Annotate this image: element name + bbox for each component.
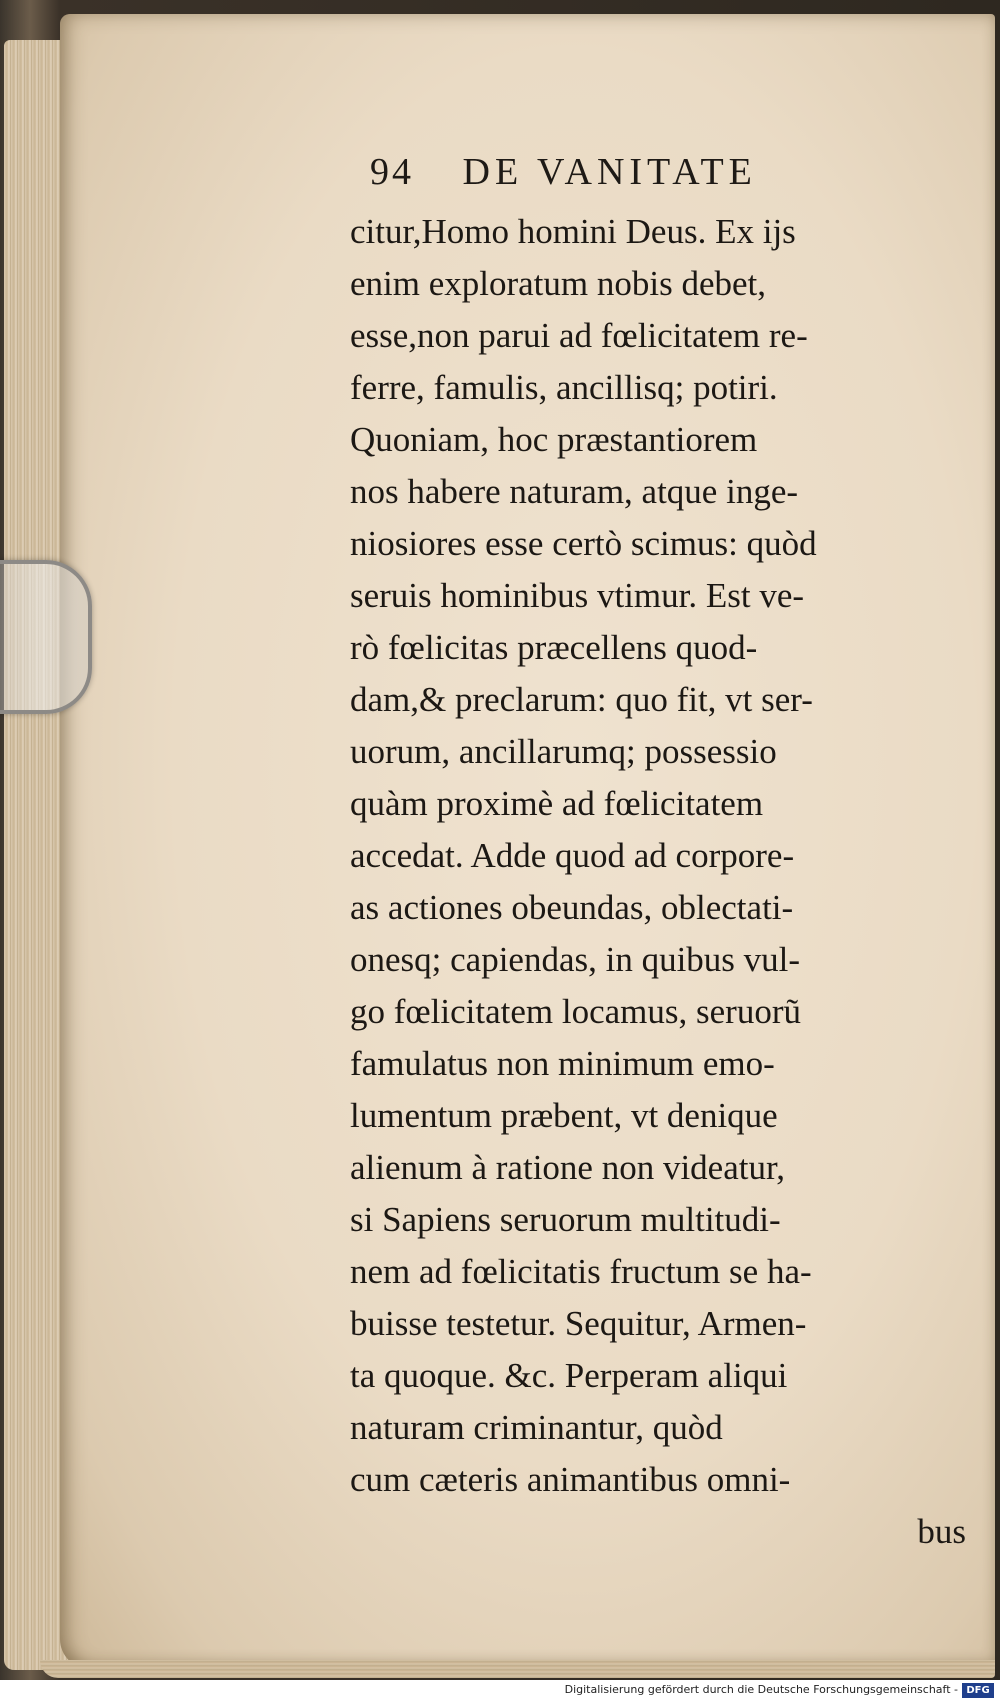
text-line: nos habere naturam, atque inge- bbox=[350, 472, 799, 511]
text-line: rò fœlicitas præcellens quod- bbox=[350, 628, 758, 667]
text-line: dam,& preclarum: quo fit, vt ser- bbox=[350, 680, 813, 719]
text-line: naturam criminantur, quòd bbox=[350, 1408, 723, 1447]
dfg-logo: DFG bbox=[962, 1683, 994, 1698]
text-line: buisse testetur. Sequitur, Armen- bbox=[350, 1304, 807, 1343]
page-clasp bbox=[0, 560, 92, 714]
text-line: enim exploratum nobis debet, bbox=[350, 264, 767, 303]
text-line: lumentum præbent, vt denique bbox=[350, 1096, 778, 1135]
text-line: alienum à ratione non videatur, bbox=[350, 1148, 785, 1187]
page-number: 94 bbox=[370, 151, 414, 193]
running-head: DE VANITATE bbox=[462, 151, 757, 193]
text-line: Quoniam, hoc præstantiorem bbox=[350, 420, 758, 459]
text-line: nem ad fœlicitatis fructum se ha- bbox=[350, 1252, 812, 1291]
text-line: go fœlicitatem locamus, seruorũ bbox=[350, 992, 801, 1031]
text-line: cum cæteris animantibus omni- bbox=[350, 1460, 791, 1499]
page-bottom-edge bbox=[40, 1660, 995, 1678]
text-line: famulatus non minimum emo- bbox=[350, 1044, 775, 1083]
text-line: onesq; capiendas, in quibus vul- bbox=[350, 940, 801, 979]
text-line: ferre, famulis, ancillisq; potiri. bbox=[350, 368, 778, 407]
text-line: citur,Homo homini Deus. Ex ijs bbox=[350, 212, 796, 251]
footer-bar bbox=[0, 1680, 1000, 1701]
text-line: quàm proximè ad fœlicitatem bbox=[350, 784, 764, 823]
text-line: accedat. Adde quod ad corpore- bbox=[350, 836, 795, 875]
text-line: seruis hominibus vtimur. Est ve- bbox=[350, 576, 805, 615]
text-line: esse,non parui ad fœlicitatem re- bbox=[350, 316, 808, 355]
text-line: uorum, ancillarumq; possessio bbox=[350, 732, 777, 771]
text-line: si Sapiens seruorum multitudi- bbox=[350, 1200, 781, 1239]
digitization-credit: Digitalisierung gefördert durch die Deutsche Forschungsgemeinschaft - bbox=[564, 1683, 958, 1696]
text-line: as actiones obeundas, oblectati- bbox=[350, 888, 794, 927]
text-line: niosiores esse certò scimus: quòd bbox=[350, 524, 817, 563]
catchword: bus bbox=[917, 1512, 966, 1551]
text-line: ta quoque. &c. Perperam aliqui bbox=[350, 1356, 788, 1395]
page-header bbox=[370, 150, 757, 200]
text-block bbox=[350, 206, 970, 1558]
